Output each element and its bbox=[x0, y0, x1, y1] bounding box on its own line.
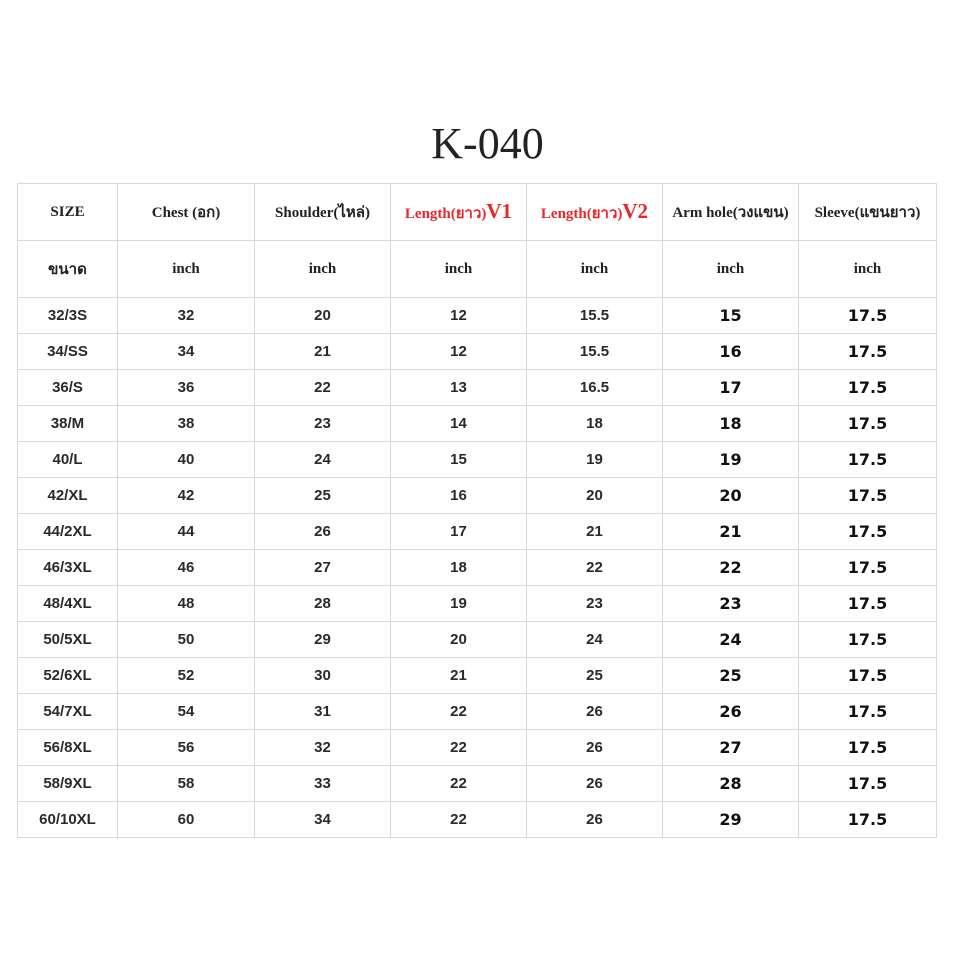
length-v2-cell: 15.5 bbox=[527, 334, 663, 370]
chest-cell: 50 bbox=[118, 622, 255, 658]
size-cell: 56/8XL bbox=[18, 730, 118, 766]
chest-cell: 40 bbox=[118, 442, 255, 478]
page-title: K-040 bbox=[431, 119, 544, 168]
size-cell: 38/M bbox=[18, 406, 118, 442]
arm-hole-cell: 29 bbox=[663, 802, 799, 838]
table-row bbox=[18, 658, 937, 694]
length-v1-cell: 17 bbox=[391, 514, 527, 550]
sleeve-cell: 17.5 bbox=[799, 694, 937, 730]
length-v2-cell: 19 bbox=[527, 442, 663, 478]
chest-cell: 42 bbox=[118, 478, 255, 514]
length-v2-cell: 18 bbox=[527, 406, 663, 442]
length-v1-cell: 18 bbox=[391, 550, 527, 586]
shoulder-cell: 24 bbox=[255, 442, 391, 478]
shoulder-cell: 22 bbox=[255, 370, 391, 406]
sleeve-cell: 17.5 bbox=[799, 730, 937, 766]
arm-hole-cell: 26 bbox=[663, 694, 799, 730]
unit-shoulder: inch bbox=[255, 241, 391, 298]
arm-hole-cell: 17 bbox=[663, 370, 799, 406]
size-cell: 36/S bbox=[18, 370, 118, 406]
header-size: SIZE bbox=[18, 184, 118, 241]
sleeve-cell: 17.5 bbox=[799, 298, 937, 334]
arm-hole-cell: 28 bbox=[663, 766, 799, 802]
chest-cell: 44 bbox=[118, 514, 255, 550]
table-row bbox=[18, 442, 937, 478]
arm-hole-cell: 21 bbox=[663, 514, 799, 550]
table-row bbox=[18, 406, 937, 442]
table-row bbox=[18, 802, 937, 838]
size-cell: 52/6XL bbox=[18, 658, 118, 694]
table-row bbox=[18, 622, 937, 658]
sleeve-cell: 17.5 bbox=[799, 442, 937, 478]
chest-cell: 38 bbox=[118, 406, 255, 442]
shoulder-cell: 29 bbox=[255, 622, 391, 658]
header-sleeve: Sleeve(แขนยาว) bbox=[799, 184, 937, 241]
header-length-v2 bbox=[527, 184, 663, 241]
table-row bbox=[18, 478, 937, 514]
chest-cell: 60 bbox=[118, 802, 255, 838]
length-v1-cell: 16 bbox=[391, 478, 527, 514]
arm-hole-cell: 25 bbox=[663, 658, 799, 694]
chest-cell: 54 bbox=[118, 694, 255, 730]
table-row bbox=[18, 334, 937, 370]
sleeve-cell: 17.5 bbox=[799, 478, 937, 514]
length-v2-cell: 26 bbox=[527, 730, 663, 766]
table-row bbox=[18, 586, 937, 622]
size-cell: 32/3S bbox=[18, 298, 118, 334]
chest-cell: 36 bbox=[118, 370, 255, 406]
length-v1-cell: 12 bbox=[391, 334, 527, 370]
sleeve-cell: 17.5 bbox=[799, 334, 937, 370]
shoulder-cell: 20 bbox=[255, 298, 391, 334]
chest-cell: 34 bbox=[118, 334, 255, 370]
table-row bbox=[18, 514, 937, 550]
chest-cell: 32 bbox=[118, 298, 255, 334]
length-v2-cell: 26 bbox=[527, 802, 663, 838]
length-v2-cell: 22 bbox=[527, 550, 663, 586]
size-cell: 50/5XL bbox=[18, 622, 118, 658]
shoulder-cell: 34 bbox=[255, 802, 391, 838]
arm-hole-cell: 18 bbox=[663, 406, 799, 442]
sleeve-cell: 17.5 bbox=[799, 622, 937, 658]
size-cell: 44/2XL bbox=[18, 514, 118, 550]
length-v1-cell: 22 bbox=[391, 766, 527, 802]
length-v1-cell: 22 bbox=[391, 694, 527, 730]
sleeve-cell: 17.5 bbox=[799, 586, 937, 622]
length-v2-cell: 26 bbox=[527, 766, 663, 802]
sleeve-cell: 17.5 bbox=[799, 802, 937, 838]
header-length-v2-suffix: V2 bbox=[622, 199, 649, 223]
length-v2-cell: 21 bbox=[527, 514, 663, 550]
size-cell: 40/L bbox=[18, 442, 118, 478]
length-v2-cell: 26 bbox=[527, 694, 663, 730]
sleeve-cell: 17.5 bbox=[799, 550, 937, 586]
size-cell: 46/3XL bbox=[18, 550, 118, 586]
unit-size: ขนาด bbox=[18, 241, 118, 298]
arm-hole-cell: 23 bbox=[663, 586, 799, 622]
size-cell: 58/9XL bbox=[18, 766, 118, 802]
arm-hole-cell: 15 bbox=[663, 298, 799, 334]
sleeve-cell: 17.5 bbox=[799, 406, 937, 442]
header-shoulder: Shoulder(ไหล่) bbox=[255, 184, 391, 241]
shoulder-cell: 33 bbox=[255, 766, 391, 802]
header-arm-hole: Arm hole(วงแขน) bbox=[663, 184, 799, 241]
table-row bbox=[18, 766, 937, 802]
shoulder-cell: 27 bbox=[255, 550, 391, 586]
unit-chest: inch bbox=[118, 241, 255, 298]
length-v1-cell: 14 bbox=[391, 406, 527, 442]
length-v2-cell: 16.5 bbox=[527, 370, 663, 406]
unit-length-v1: inch bbox=[391, 241, 527, 298]
length-v1-cell: 15 bbox=[391, 442, 527, 478]
length-v2-cell: 15.5 bbox=[527, 298, 663, 334]
unit-row bbox=[18, 241, 937, 298]
table-row bbox=[18, 298, 937, 334]
sleeve-cell: 17.5 bbox=[799, 658, 937, 694]
sleeve-cell: 17.5 bbox=[799, 370, 937, 406]
shoulder-cell: 31 bbox=[255, 694, 391, 730]
shoulder-cell: 23 bbox=[255, 406, 391, 442]
length-v2-cell: 20 bbox=[527, 478, 663, 514]
shoulder-cell: 26 bbox=[255, 514, 391, 550]
arm-hole-cell: 22 bbox=[663, 550, 799, 586]
shoulder-cell: 25 bbox=[255, 478, 391, 514]
length-v1-cell: 22 bbox=[391, 802, 527, 838]
arm-hole-cell: 16 bbox=[663, 334, 799, 370]
length-v1-cell: 13 bbox=[391, 370, 527, 406]
header-length-v2-label: Length(ยาว) bbox=[540, 206, 623, 222]
unit-arm-hole: inch bbox=[663, 241, 799, 298]
arm-hole-cell: 27 bbox=[663, 730, 799, 766]
table-row bbox=[18, 730, 937, 766]
arm-hole-cell: 19 bbox=[663, 442, 799, 478]
length-v1-cell: 19 bbox=[391, 586, 527, 622]
length-v2-cell: 24 bbox=[527, 622, 663, 658]
arm-hole-cell: 20 bbox=[663, 478, 799, 514]
size-cell: 42/XL bbox=[18, 478, 118, 514]
shoulder-cell: 32 bbox=[255, 730, 391, 766]
chest-cell: 56 bbox=[118, 730, 255, 766]
chest-cell: 48 bbox=[118, 586, 255, 622]
size-cell: 54/7XL bbox=[18, 694, 118, 730]
sleeve-cell: 17.5 bbox=[799, 514, 937, 550]
size-cell: 60/10XL bbox=[18, 802, 118, 838]
length-v1-cell: 20 bbox=[391, 622, 527, 658]
length-v2-cell: 23 bbox=[527, 586, 663, 622]
length-v2-cell: 25 bbox=[527, 658, 663, 694]
header-length-v1 bbox=[391, 184, 527, 241]
sleeve-cell: 17.5 bbox=[799, 766, 937, 802]
size-chart-table bbox=[17, 183, 937, 838]
table-row bbox=[18, 694, 937, 730]
shoulder-cell: 21 bbox=[255, 334, 391, 370]
unit-length-v2: inch bbox=[527, 241, 663, 298]
unit-sleeve: inch bbox=[799, 241, 937, 298]
length-v1-cell: 12 bbox=[391, 298, 527, 334]
length-v1-cell: 21 bbox=[391, 658, 527, 694]
size-cell: 34/SS bbox=[18, 334, 118, 370]
chest-cell: 46 bbox=[118, 550, 255, 586]
header-row bbox=[18, 184, 937, 241]
chest-cell: 58 bbox=[118, 766, 255, 802]
table-row bbox=[18, 550, 937, 586]
shoulder-cell: 28 bbox=[255, 586, 391, 622]
size-cell: 48/4XL bbox=[18, 586, 118, 622]
table-row bbox=[18, 370, 937, 406]
header-chest: Chest (อก) bbox=[118, 184, 255, 241]
chest-cell: 52 bbox=[118, 658, 255, 694]
header-length-v1-suffix: V1 bbox=[486, 199, 513, 223]
header-length-v1-label: Length(ยาว) bbox=[404, 206, 487, 222]
arm-hole-cell: 24 bbox=[663, 622, 799, 658]
length-v1-cell: 22 bbox=[391, 730, 527, 766]
shoulder-cell: 30 bbox=[255, 658, 391, 694]
